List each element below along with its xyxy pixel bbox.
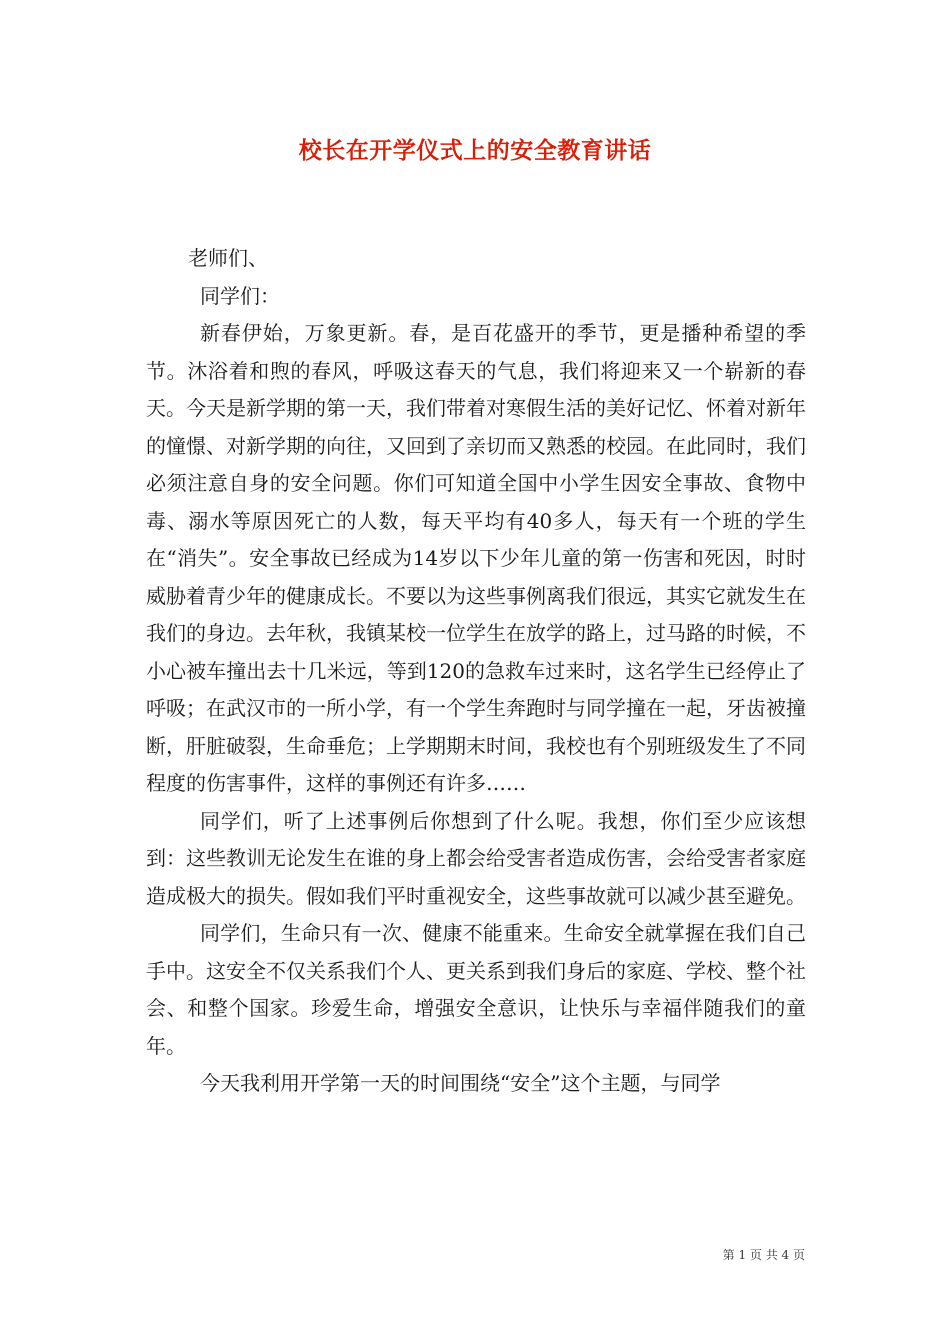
document-title: 校长在开学仪式上的安全教育讲话 [298, 137, 652, 164]
document-body [146, 240, 806, 1103]
page-number-footer: 第 1 页 共 4 页 [722, 1248, 805, 1262]
paragraph-2: 同学们，听了上述事例后你想到了什么呢。我想，你们至少应该想到：这些教训无论发生在谁的身上都会给受害者造成伤害，会给受害者家庭造成极大的损失。假如我们平时重视安全，这些事故就可以减少甚至避免。 [146, 808, 806, 908]
paragraph-3: 同学们，生命只有一次、健康不能重来。生命安全就掌握在我们自己手中。这安全不仅关系我们个人、更关系到我们身后的家庭、学校、整个社会、和整个国家。珍爱生命，增强安全意识，让快乐与幸福伴随我们的童年。 [146, 921, 806, 1058]
salutation-students: 同学们： [200, 283, 280, 308]
paragraph-4: 今天我利用开学第一天的时间围绕“安全”这个主题，与同学 [200, 1071, 721, 1095]
salutation-teachers: 老师们、 [188, 246, 268, 270]
paragraph-1: 新春伊始，万象更新。春，是百花盛开的季节，更是播种希望的季节。沐浴着和煦的春风，呼吸这春天的气息，我们将迎来又一个崭新的春天。今天是新学期的第一天，我们带着对寒假生活的美好记忆、怀着对新年的憧憬、对新学期的向往，又回到了亲切而又熟悉的校园。在此同时，我们必须注意自身的安全问题。你们可知道全国中小学生因安全事故、食物中毒、溺水等原因死亡的人数，每天平均有40多人，每天有一个班的学生在“消失”。安全事故已经成为14岁以下少年儿童的第一伤害和死因，时时威胁着青少年的健康成长。不要以为这些事例离我们很远，其实它就发生在我们的身边。去年秋，我镇某校一位学生在放学的路上，过马路的时候，不小心被车撞出去十几米远，等到120的急救车过来时，这名学生已经停止了呼吸；在武汉市的一所小学，有一个学生奔跑时与同学撞在一起，牙齿被撞断，肝脏破裂，生命垂危；上学期期末时间，我校也有个别班级发生了不同程度的伤害事件，这样的事例还有许多…… [146, 321, 806, 795]
